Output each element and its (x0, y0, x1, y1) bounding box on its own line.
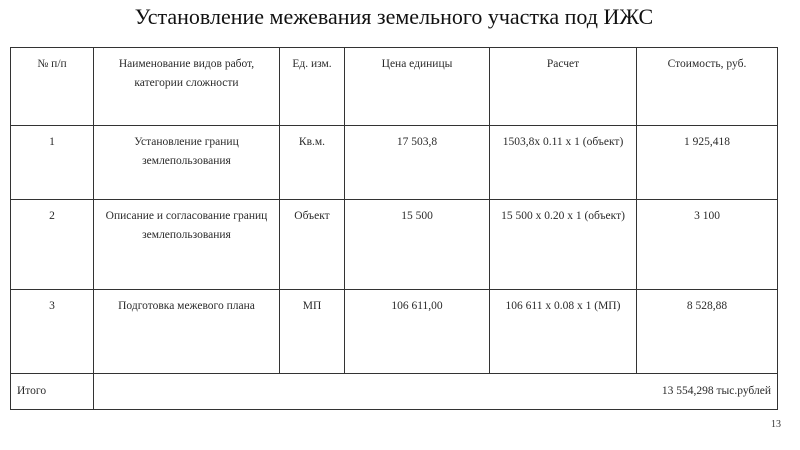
table-row (11, 200, 778, 290)
cell-unit: Объект (280, 200, 345, 290)
cell-number: 1 (11, 126, 94, 200)
cell-calculation: 106 611 х 0.08 х 1 (МП) (490, 290, 637, 374)
page-number: 13 (771, 419, 781, 430)
cell-calculation: 1503,8х 0.11 х 1 (объект) (490, 126, 637, 200)
header-cell-calculation: Расчет (490, 48, 637, 126)
cell-unit: Кв.м. (280, 126, 345, 200)
cell-unit-price: 17 503,8 (345, 126, 490, 200)
table-header-row (11, 48, 778, 126)
table-total-row (11, 374, 778, 410)
cell-number: 3 (11, 290, 94, 374)
total-label: Итого (11, 374, 94, 410)
cell-work-name: Установление границ землепользования (94, 126, 280, 200)
cell-unit-price: 15 500 (345, 200, 490, 290)
cell-calculation: 15 500 х 0.20 х 1 (объект) (490, 200, 637, 290)
cell-work-name: Описание и согласование границ землепользования (94, 200, 280, 290)
page-title: Установление межевания земельного участка под ИЖС (134, 4, 654, 29)
header-cell-work-name: Наименование видов работ, категории сложности (94, 48, 280, 126)
estimate-table (10, 47, 778, 410)
header-cell-cost: Стоимость, руб. (637, 48, 778, 126)
header-cell-number: № п/п (11, 48, 94, 126)
total-value: 13 554,298 тыс.рублей (94, 374, 778, 410)
table-row (11, 126, 778, 200)
cell-unit: МП (280, 290, 345, 374)
cell-number: 2 (11, 200, 94, 290)
cell-work-name: Подготовка межевого плана (94, 290, 280, 374)
cell-cost: 1 925,418 (637, 126, 778, 200)
header-cell-unit-price: Цена единицы (345, 48, 490, 126)
cell-cost: 3 100 (637, 200, 778, 290)
header-cell-unit: Ед. изм. (280, 48, 345, 126)
cell-unit-price: 106 611,00 (345, 290, 490, 374)
cell-cost: 8 528,88 (637, 290, 778, 374)
table-row (11, 290, 778, 374)
